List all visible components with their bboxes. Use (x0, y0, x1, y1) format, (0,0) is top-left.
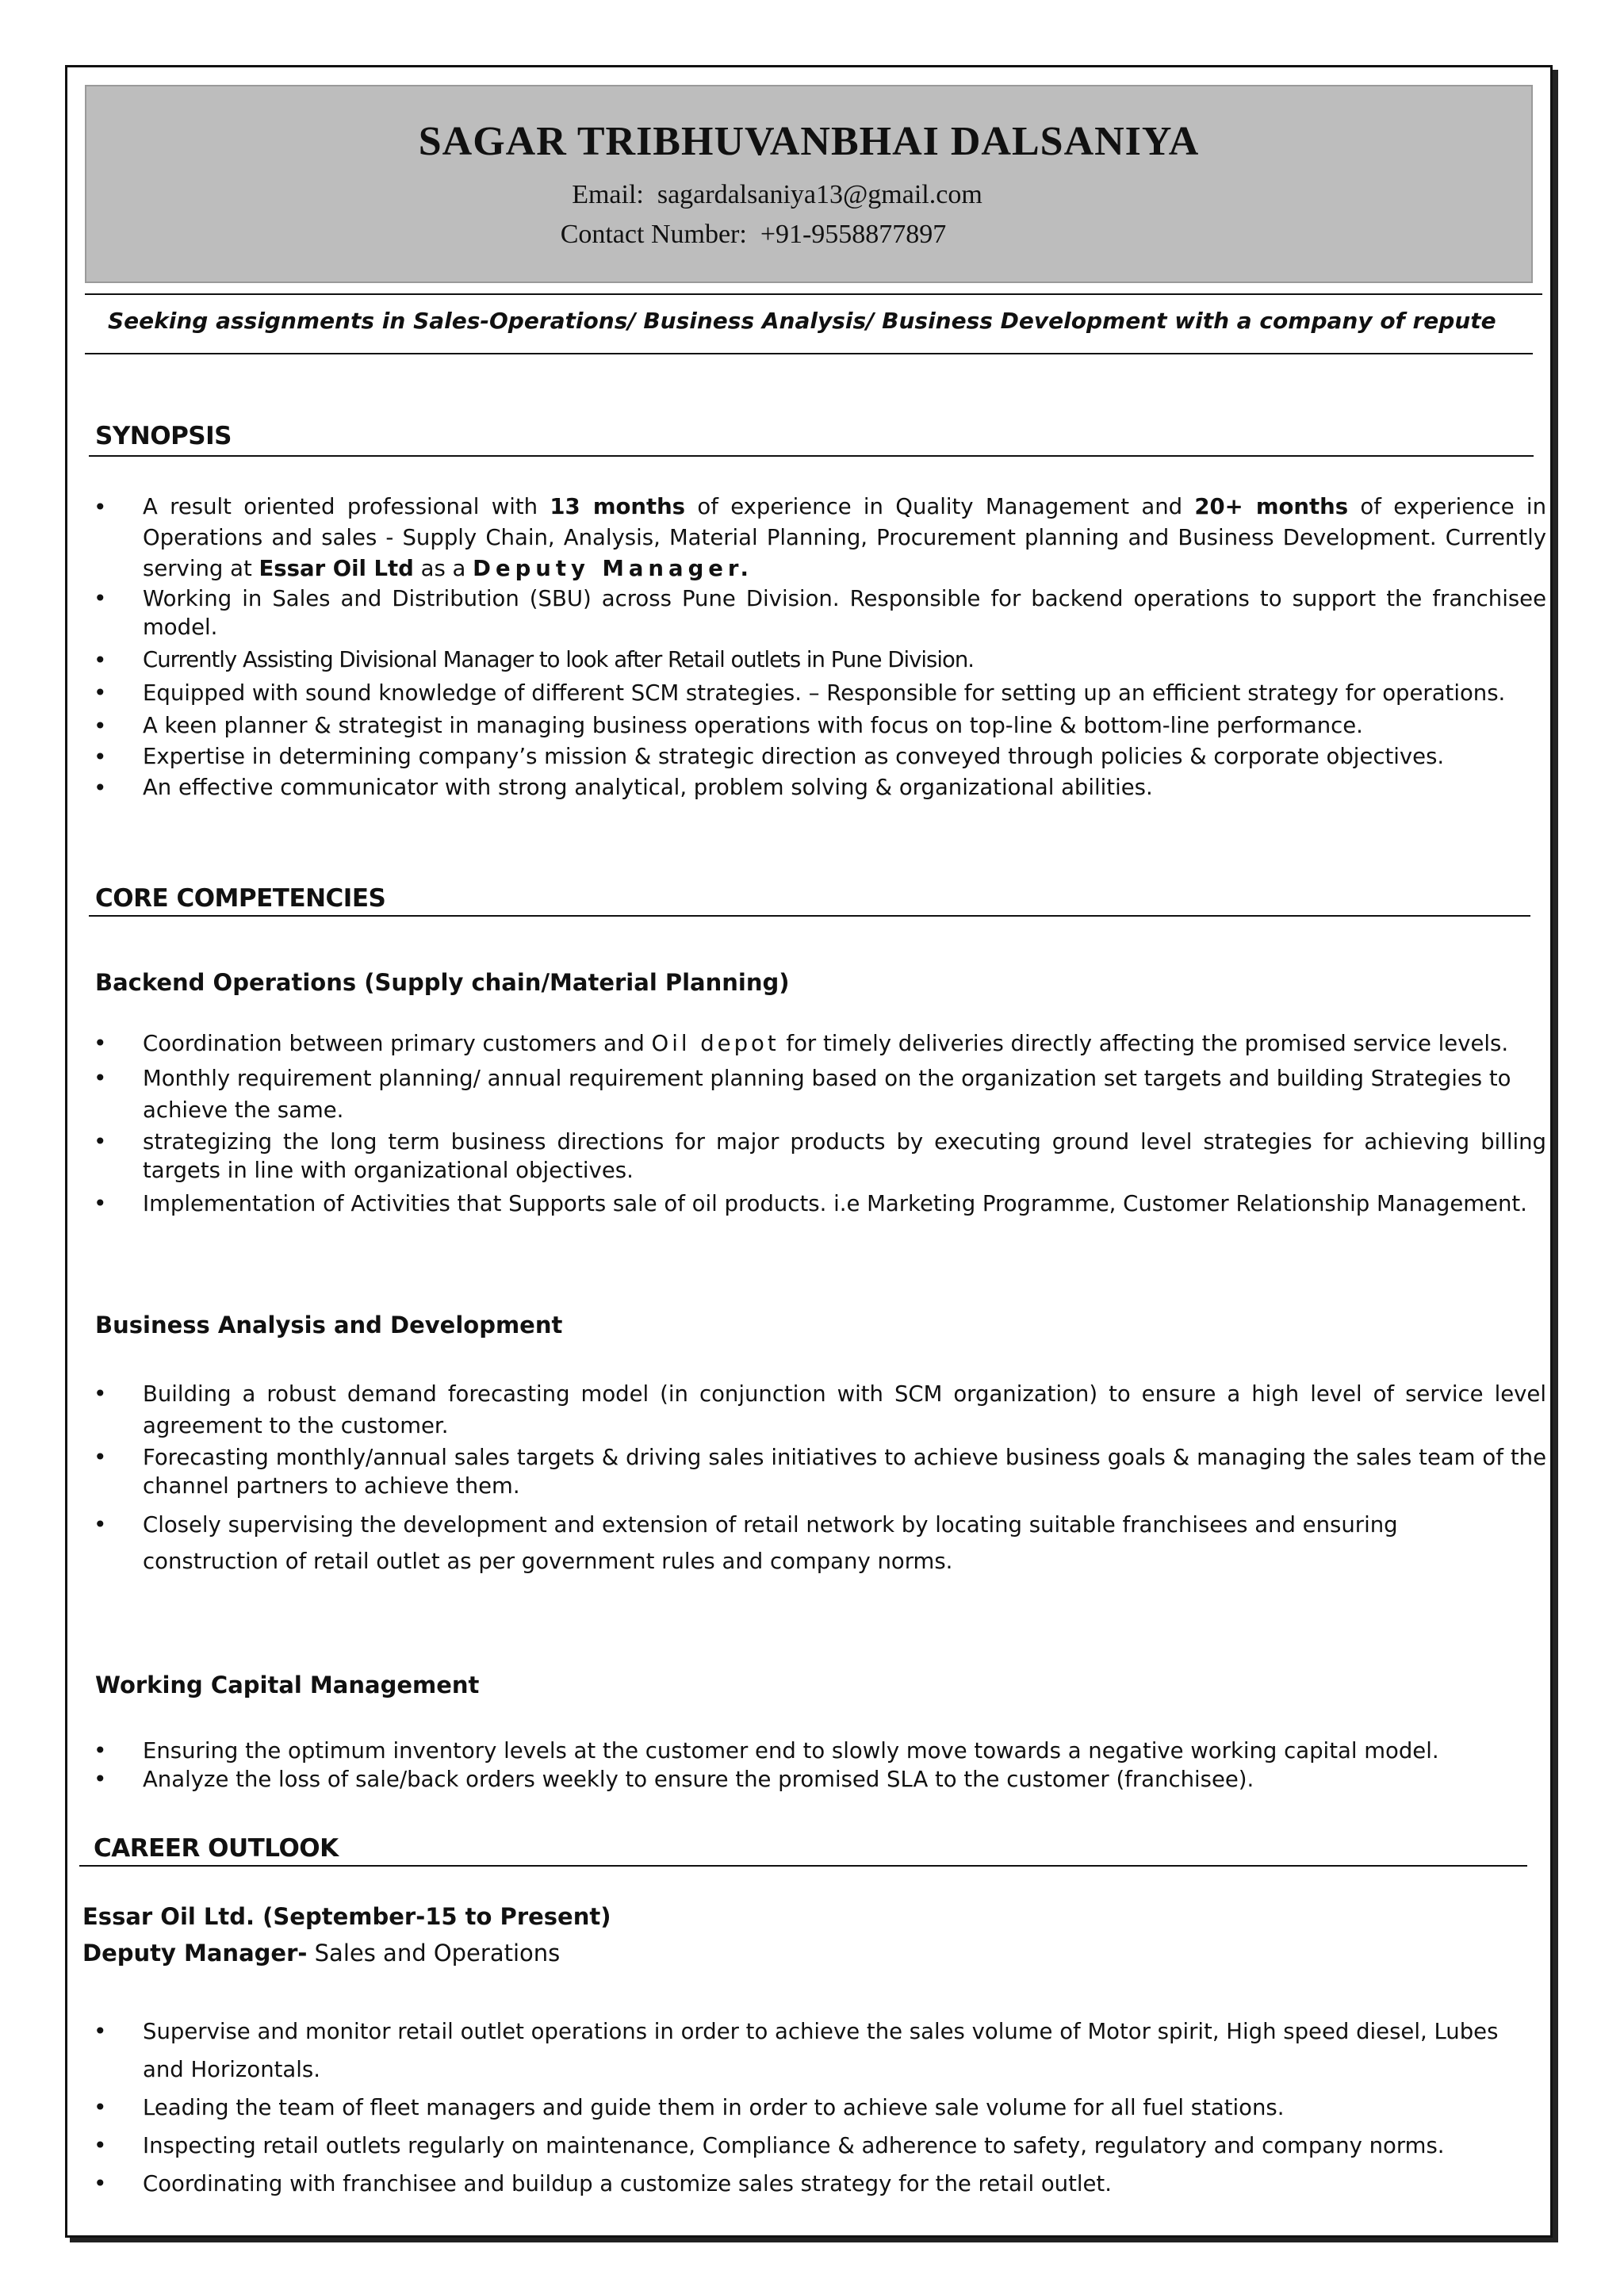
list-item: • Ensuring the optimum inventory levels at the customer end to slowly move towards a negative working capital model. (143, 1737, 1546, 1765)
list-item: • Currently Assisting Divisional Manager to look after Retail outlets in Pune Division. (143, 645, 1546, 676)
role-description: Sales and Operations (307, 1940, 561, 1967)
list-item: • Working in Sales and Distribution (SBU) across Pune Division. Responsible for backend operations to support the franchisee model. (143, 584, 1546, 641)
list-item: • Analyze the loss of sale/back orders weekly to ensure the promised SLA to the customer (franchisee). (143, 1765, 1546, 1794)
working-capital-list (143, 1737, 1546, 1794)
list-item: • strategizing the long term business directions for major products by executing ground level strategies for achieving billing targets in line with organizational objectives. (143, 1128, 1546, 1185)
business-analysis-list (143, 1378, 1546, 1580)
list-item: • Building a robust demand forecasting model (in conjunction with SCM organization) to ensure a high level of service level agreement to the customer. (143, 1378, 1546, 1442)
list-item: • Closely supervising the development and extension of retail network by locating suitable franchisees and ensuring construction of retail outlet as per government rules and company norms. (143, 1507, 1546, 1580)
email-label: Email: (572, 180, 644, 209)
list-item: • Monthly requirement planning/ annual requirement planning based on the organization set targets and building Strategies to achieve the same. (143, 1063, 1546, 1126)
page-border-shadow-bottom (70, 2238, 1558, 2242)
header-box (85, 85, 1533, 283)
list-item: • An effective communicator with strong analytical, problem solving & organizational abilities. (143, 772, 1546, 803)
company-line: Essar Oil Ltd. (September-15 to Present) (82, 1903, 611, 1930)
career-outlook-heading: CAREER OUTLOOK (94, 1834, 339, 1863)
list-item: • Forecasting monthly/annual sales targets & driving sales initiatives to achieve business goals & managing the sales team of the channel partners to achieve them. (143, 1443, 1546, 1500)
list-item: • Equipped with sound knowledge of different SCM strategies. – Responsible for setting up an efficient strategy for operations. (143, 679, 1546, 707)
synopsis-list (143, 492, 1546, 803)
objective-statement: Seeking assignments in Sales-Operations/ Business Analysis/ Business Development with a company of repute (108, 308, 1496, 334)
email-line (55, 180, 1500, 210)
list-item: • A result oriented professional with 13 months of experience in Quality Management and 20+ months of experience in Operations and sales - Supply Chain, Analysis, Material Planning, Procurement planning and Business Development. Currently serving at Essar Oil Ltd as a Deputy Manager. (143, 492, 1546, 584)
list-item: • Coordination between primary customers and Oil depot for timely deliveries directly affecting the promised service levels. (143, 1029, 1546, 1058)
list-item: • Leading the team of fleet managers and guide them in order to achieve sale volume for all fuel stations. (143, 2089, 1522, 2127)
candidate-name: SAGAR TRIBHUVANBHAI DALSANIYA (418, 119, 1200, 164)
list-item: • Implementation of Activities that Supports sale of oil products. i.e Marketing Programme, Customer Relationship Management. (143, 1189, 1546, 1218)
core-competencies-rule (89, 915, 1530, 917)
career-outlook-rule (79, 1865, 1527, 1867)
business-analysis-heading: Business Analysis and Development (95, 1312, 563, 1338)
career-duties-list (143, 2013, 1522, 2203)
list-item: • A keen planner & strategist in managing business operations with focus on top-line & bottom-line performance. (143, 710, 1546, 741)
list-item: • Inspecting retail outlets regularly on maintenance, Compliance & adherence to safety, regulatory and company norms. (143, 2127, 1522, 2165)
email-value: sagardalsaniya13@gmail.com (657, 180, 982, 209)
synopsis-heading: SYNOPSIS (95, 422, 232, 450)
role-title: Deputy Manager- (82, 1940, 308, 1967)
contact-line (31, 220, 1476, 250)
objective-bottom-rule (85, 353, 1533, 354)
core-competencies-heading: CORE COMPETENCIES (95, 884, 386, 913)
backend-operations-list (143, 1029, 1546, 1218)
page-border-shadow (1553, 70, 1558, 2242)
contact-label: Contact Number: (560, 220, 747, 249)
contact-value: +91-9558877897 (760, 220, 947, 249)
role-line (82, 1940, 560, 1967)
list-item: • Supervise and monitor retail outlet operations in order to achieve the sales volume of Motor spirit, High speed diesel, Lubes and Horizontals. (143, 2013, 1522, 2089)
backend-operations-heading: Backend Operations (Supply chain/Material Planning) (95, 969, 790, 996)
list-item: • Coordinating with franchisee and buildup a customize sales strategy for the retail outlet. (143, 2165, 1522, 2203)
objective-top-rule (85, 293, 1542, 295)
synopsis-rule (89, 455, 1534, 457)
list-item: • Expertise in determining company’s mission & strategic direction as conveyed through policies & corporate objectives. (143, 741, 1546, 772)
working-capital-heading: Working Capital Management (95, 1672, 480, 1698)
